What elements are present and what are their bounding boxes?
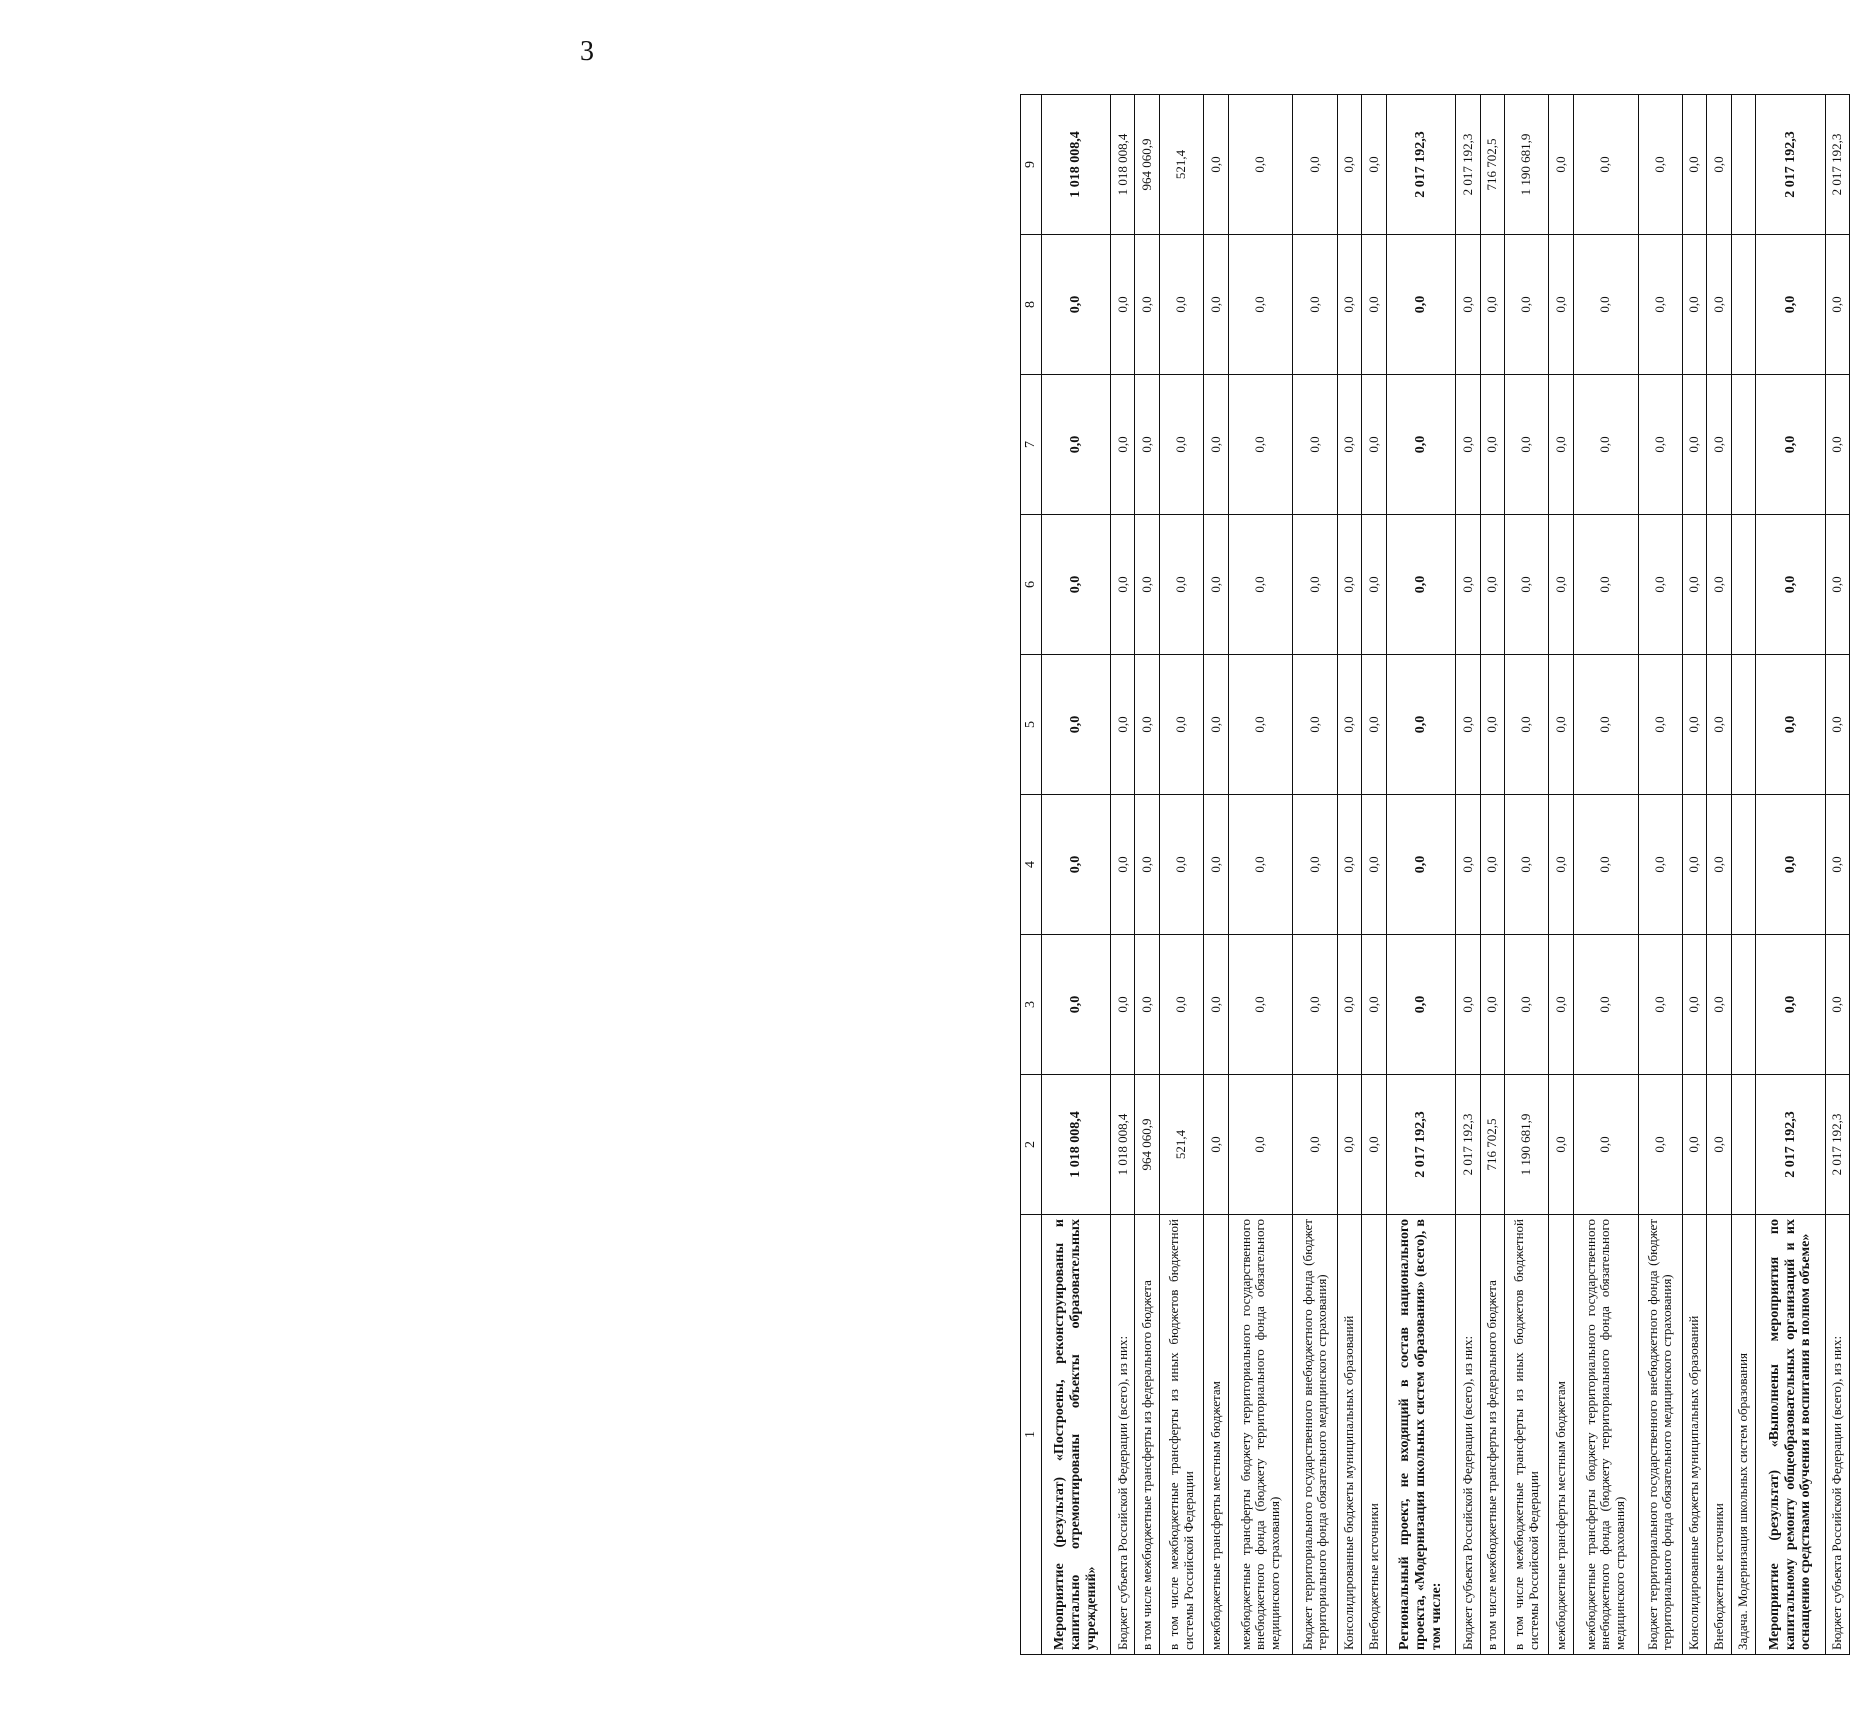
cell-value: 0,0 (1159, 375, 1204, 515)
cell-value: 0,0 (1293, 795, 1338, 935)
cell-value: 0,0 (1456, 235, 1480, 375)
cell-value: 1 190 681,9 (1504, 1075, 1549, 1215)
cell-value: 2 017 192,3 (1386, 95, 1455, 235)
cell-value: 0,0 (1549, 655, 1573, 795)
cell-value: 2 017 192,3 (1456, 95, 1480, 235)
cell-value: 0,0 (1362, 1075, 1386, 1215)
cell-value: 0,0 (1386, 795, 1455, 935)
cell-value: 0,0 (1386, 935, 1455, 1075)
cell-value: 1 018 008,4 (1111, 1075, 1135, 1215)
cell-value: 0,0 (1204, 1075, 1228, 1215)
cell-value: 0,0 (1338, 95, 1362, 235)
cell-value: 0,0 (1159, 655, 1204, 795)
cell-value: 0,0 (1549, 1075, 1573, 1215)
cell-value: 0,0 (1135, 655, 1159, 795)
cell-value: 0,0 (1825, 795, 1849, 935)
table-row (1480, 95, 1504, 1655)
cell-value: 0,0 (1549, 935, 1573, 1075)
table-row (1135, 95, 1159, 1655)
cell-value: 521,4 (1159, 95, 1204, 235)
row-label: Внебюджетные источники (1707, 1215, 1731, 1655)
row-label: в том числе межбюджетные трансферты из иных бюджетов бюджетной системы Российской Федерации (1504, 1215, 1549, 1655)
column-header-4: 4 (1021, 795, 1042, 935)
cell-value: 0,0 (1573, 95, 1638, 235)
cell-value: 0,0 (1041, 935, 1110, 1075)
cell-value: 0,0 (1111, 655, 1135, 795)
cell-value: 0,0 (1338, 1075, 1362, 1215)
page-number: 3 (580, 36, 594, 67)
cell-value: 0,0 (1707, 375, 1731, 515)
cell-value: 0,0 (1825, 375, 1849, 515)
cell-value: 0,0 (1756, 515, 1825, 655)
cell-value: 0,0 (1228, 375, 1293, 515)
row-label: Внебюджетные источники (1362, 1215, 1386, 1655)
table-row (1386, 95, 1455, 1655)
cell-value: 1 018 008,4 (1041, 95, 1110, 235)
cell-value: 0,0 (1228, 935, 1293, 1075)
cell-value: 0,0 (1825, 235, 1849, 375)
cell-value: 0,0 (1159, 935, 1204, 1075)
cell-value: 0,0 (1111, 375, 1135, 515)
cell-value: 0,0 (1338, 935, 1362, 1075)
cell-value: 0,0 (1041, 235, 1110, 375)
cell-value (1731, 795, 1755, 935)
cell-value: 0,0 (1293, 655, 1338, 795)
cell-value: 0,0 (1638, 515, 1683, 655)
cell-value: 0,0 (1573, 795, 1638, 935)
row-label: Бюджет территориального государственного внебюджетного фонда (бюджет территориального фонда обязательного медицинского страхования) (1638, 1215, 1683, 1655)
cell-value (1731, 655, 1755, 795)
table-row (1638, 95, 1683, 1655)
cell-value: 0,0 (1480, 515, 1504, 655)
cell-value: 0,0 (1638, 795, 1683, 935)
cell-value: 0,0 (1293, 515, 1338, 655)
cell-value: 0,0 (1362, 515, 1386, 655)
table-header-row (1021, 95, 1042, 1655)
cell-value: 0,0 (1338, 795, 1362, 935)
cell-value: 0,0 (1338, 655, 1362, 795)
cell-value: 0,0 (1204, 375, 1228, 515)
cell-value: 716 702,5 (1480, 95, 1504, 235)
cell-value: 0,0 (1293, 95, 1338, 235)
cell-value (1731, 375, 1755, 515)
cell-value: 0,0 (1204, 655, 1228, 795)
cell-value: 0,0 (1204, 795, 1228, 935)
cell-value: 0,0 (1362, 935, 1386, 1075)
cell-value: 716 702,5 (1480, 1075, 1504, 1215)
cell-value: 0,0 (1041, 655, 1110, 795)
cell-value (1731, 1075, 1755, 1215)
cell-value: 0,0 (1228, 795, 1293, 935)
column-header-7: 7 (1021, 375, 1042, 515)
cell-value: 0,0 (1111, 515, 1135, 655)
cell-value: 0,0 (1456, 655, 1480, 795)
row-label: межбюджетные трансферты бюджету территориального государственного внебюджетного фонда (бюджету территориального фонда обязательного медицинского страхования) (1573, 1215, 1638, 1655)
cell-value: 0,0 (1362, 95, 1386, 235)
cell-value: 0,0 (1756, 935, 1825, 1075)
table-row (1338, 95, 1362, 1655)
table-row (1756, 95, 1825, 1655)
cell-value: 2 017 192,3 (1825, 1075, 1849, 1215)
cell-value: 0,0 (1228, 1075, 1293, 1215)
cell-value: 0,0 (1338, 235, 1362, 375)
cell-value: 0,0 (1228, 95, 1293, 235)
cell-value: 0,0 (1638, 1075, 1683, 1215)
cell-value: 1 190 681,9 (1504, 95, 1549, 235)
cell-value: 0,0 (1638, 655, 1683, 795)
cell-value: 0,0 (1386, 655, 1455, 795)
cell-value: 0,0 (1683, 935, 1707, 1075)
cell-value: 0,0 (1756, 235, 1825, 375)
row-label: Бюджет субъекта Российской Федерации (всего), из них: (1111, 1215, 1135, 1655)
cell-value: 0,0 (1228, 235, 1293, 375)
table-row (1549, 95, 1573, 1655)
cell-value: 0,0 (1756, 795, 1825, 935)
cell-value: 0,0 (1825, 515, 1849, 655)
cell-value: 0,0 (1228, 655, 1293, 795)
cell-value: 0,0 (1135, 235, 1159, 375)
cell-value: 0,0 (1041, 375, 1110, 515)
cell-value: 0,0 (1549, 235, 1573, 375)
cell-value: 0,0 (1825, 935, 1849, 1075)
table-body (1041, 95, 1849, 1655)
cell-value: 964 060,9 (1135, 1075, 1159, 1215)
row-label: Мероприятие (результат) «Выполнены мероприятия по капитальному ремонту общеобразовательных организаций и их оснащению средствами обучения и воспитания в полном объеме» (1756, 1215, 1825, 1655)
row-label: в том числе межбюджетные трансферты из иных бюджетов бюджетной системы Российской Федерации (1159, 1215, 1204, 1655)
cell-value: 0,0 (1041, 515, 1110, 655)
cell-value (1731, 935, 1755, 1075)
table-row (1041, 95, 1110, 1655)
cell-value: 0,0 (1504, 235, 1549, 375)
cell-value: 1 018 008,4 (1041, 1075, 1110, 1215)
table-row (1362, 95, 1386, 1655)
cell-value: 0,0 (1480, 935, 1504, 1075)
cell-value: 0,0 (1756, 655, 1825, 795)
column-header-5: 5 (1021, 655, 1042, 795)
cell-value: 0,0 (1135, 795, 1159, 935)
cell-value: 0,0 (1159, 795, 1204, 935)
cell-value: 0,0 (1204, 935, 1228, 1075)
cell-value: 0,0 (1707, 1075, 1731, 1215)
cell-value: 0,0 (1135, 375, 1159, 515)
cell-value: 0,0 (1707, 515, 1731, 655)
table-row (1159, 95, 1204, 1655)
row-label: Консолидированные бюджеты муниципальных образований (1338, 1215, 1362, 1655)
cell-value: 0,0 (1456, 375, 1480, 515)
column-header-6: 6 (1021, 515, 1042, 655)
cell-value: 0,0 (1549, 515, 1573, 655)
cell-value (1731, 95, 1755, 235)
cell-value: 0,0 (1707, 95, 1731, 235)
cell-value: 0,0 (1293, 935, 1338, 1075)
cell-value: 0,0 (1456, 515, 1480, 655)
cell-value (1731, 235, 1755, 375)
cell-value: 0,0 (1362, 655, 1386, 795)
table-row (1456, 95, 1480, 1655)
cell-value: 0,0 (1228, 515, 1293, 655)
cell-value (1731, 515, 1755, 655)
rotated-table-container (1020, 95, 1850, 1655)
cell-value: 521,4 (1159, 1075, 1204, 1215)
column-header-8: 8 (1021, 235, 1042, 375)
cell-value: 0,0 (1456, 795, 1480, 935)
column-header-1: 1 (1021, 1215, 1042, 1655)
cell-value: 0,0 (1683, 1075, 1707, 1215)
cell-value: 964 060,9 (1135, 95, 1159, 235)
cell-value: 0,0 (1480, 655, 1504, 795)
cell-value: 0,0 (1707, 655, 1731, 795)
cell-value: 0,0 (1480, 235, 1504, 375)
row-label: Консолидированные бюджеты муниципальных образований (1683, 1215, 1707, 1655)
cell-value: 0,0 (1573, 1075, 1638, 1215)
cell-value: 0,0 (1573, 375, 1638, 515)
table-row (1683, 95, 1707, 1655)
cell-value: 0,0 (1549, 95, 1573, 235)
cell-value: 0,0 (1756, 375, 1825, 515)
cell-value: 2 017 192,3 (1456, 1075, 1480, 1215)
cell-value: 0,0 (1362, 795, 1386, 935)
cell-value: 0,0 (1638, 95, 1683, 235)
row-label: межбюджетные трансферты бюджету территориального государственного внебюджетного фонда (бюджету территориального фонда обязательного медицинского страхования) (1228, 1215, 1293, 1655)
row-label: межбюджетные трансферты местным бюджетам (1549, 1215, 1573, 1655)
cell-value: 0,0 (1638, 935, 1683, 1075)
cell-value: 0,0 (1386, 515, 1455, 655)
cell-value: 0,0 (1338, 375, 1362, 515)
cell-value: 0,0 (1504, 375, 1549, 515)
cell-value: 0,0 (1573, 515, 1638, 655)
row-label: Региональный проект, не входящий в состав национального проекта, «Модернизация школьных систем образования» (всего), в том числе: (1386, 1215, 1455, 1655)
table-row (1731, 95, 1755, 1655)
cell-value: 0,0 (1504, 935, 1549, 1075)
cell-value: 0,0 (1573, 235, 1638, 375)
table-row (1293, 95, 1338, 1655)
cell-value: 0,0 (1573, 935, 1638, 1075)
column-header-3: 3 (1021, 935, 1042, 1075)
cell-value: 0,0 (1386, 375, 1455, 515)
cell-value: 0,0 (1135, 515, 1159, 655)
row-label: Бюджет территориального государственного внебюджетного фонда (бюджет территориального фонда обязательного медицинского страхования) (1293, 1215, 1338, 1655)
cell-value: 0,0 (1456, 935, 1480, 1075)
cell-value: 1 018 008,4 (1111, 95, 1135, 235)
cell-value: 0,0 (1549, 375, 1573, 515)
cell-value: 2 017 192,3 (1825, 95, 1849, 235)
table-row (1825, 95, 1849, 1655)
cell-value: 0,0 (1683, 795, 1707, 935)
cell-value: 0,0 (1293, 1075, 1338, 1215)
table-row (1707, 95, 1731, 1655)
cell-value: 0,0 (1362, 375, 1386, 515)
row-label: Бюджет субъекта Российской Федерации (всего), из них: (1456, 1215, 1480, 1655)
row-label: Задача. Модернизация школьных систем образования (1731, 1215, 1755, 1655)
cell-value: 0,0 (1707, 795, 1731, 935)
row-label: Бюджет субъекта Российской Федерации (всего), из них: (1825, 1215, 1849, 1655)
cell-value: 0,0 (1204, 95, 1228, 235)
cell-value: 0,0 (1573, 655, 1638, 795)
cell-value: 2 017 192,3 (1386, 1075, 1455, 1215)
cell-value: 0,0 (1683, 95, 1707, 235)
cell-value: 0,0 (1683, 655, 1707, 795)
cell-value: 0,0 (1111, 935, 1135, 1075)
cell-value: 0,0 (1159, 235, 1204, 375)
table-row (1573, 95, 1638, 1655)
cell-value: 0,0 (1111, 795, 1135, 935)
table-row (1228, 95, 1293, 1655)
cell-value: 0,0 (1480, 795, 1504, 935)
table-row (1204, 95, 1228, 1655)
cell-value: 0,0 (1638, 235, 1683, 375)
cell-value: 0,0 (1707, 935, 1731, 1075)
cell-value: 0,0 (1159, 515, 1204, 655)
cell-value: 2 017 192,3 (1756, 1075, 1825, 1215)
row-label: в том числе межбюджетные трансферты из федерального бюджета (1480, 1215, 1504, 1655)
row-label: в том числе межбюджетные трансферты из федерального бюджета (1135, 1215, 1159, 1655)
cell-value: 2 017 192,3 (1756, 95, 1825, 235)
cell-value: 0,0 (1825, 655, 1849, 795)
cell-value: 0,0 (1683, 235, 1707, 375)
cell-value: 0,0 (1683, 375, 1707, 515)
table-row (1111, 95, 1135, 1655)
cell-value: 0,0 (1338, 515, 1362, 655)
cell-value: 0,0 (1293, 235, 1338, 375)
cell-value: 0,0 (1204, 235, 1228, 375)
cell-value: 0,0 (1386, 235, 1455, 375)
row-label: Мероприятие (результат) «Построены, реконструированы и капитально отремонтированы объекты образовательных учреждений» (1041, 1215, 1110, 1655)
row-label: межбюджетные трансферты местным бюджетам (1204, 1215, 1228, 1655)
cell-value: 0,0 (1504, 655, 1549, 795)
cell-value: 0,0 (1638, 375, 1683, 515)
cell-value: 0,0 (1362, 235, 1386, 375)
cell-value: 0,0 (1135, 935, 1159, 1075)
cell-value: 0,0 (1549, 795, 1573, 935)
cell-value: 0,0 (1504, 515, 1549, 655)
cell-value: 0,0 (1293, 375, 1338, 515)
cell-value: 0,0 (1707, 235, 1731, 375)
budget-table (1020, 94, 1850, 1655)
column-header-9: 9 (1021, 95, 1042, 235)
column-header-2: 2 (1021, 1075, 1042, 1215)
cell-value: 0,0 (1111, 235, 1135, 375)
cell-value: 0,0 (1204, 515, 1228, 655)
table-row (1504, 95, 1549, 1655)
cell-value: 0,0 (1480, 375, 1504, 515)
cell-value: 0,0 (1041, 795, 1110, 935)
cell-value: 0,0 (1683, 515, 1707, 655)
cell-value: 0,0 (1504, 795, 1549, 935)
